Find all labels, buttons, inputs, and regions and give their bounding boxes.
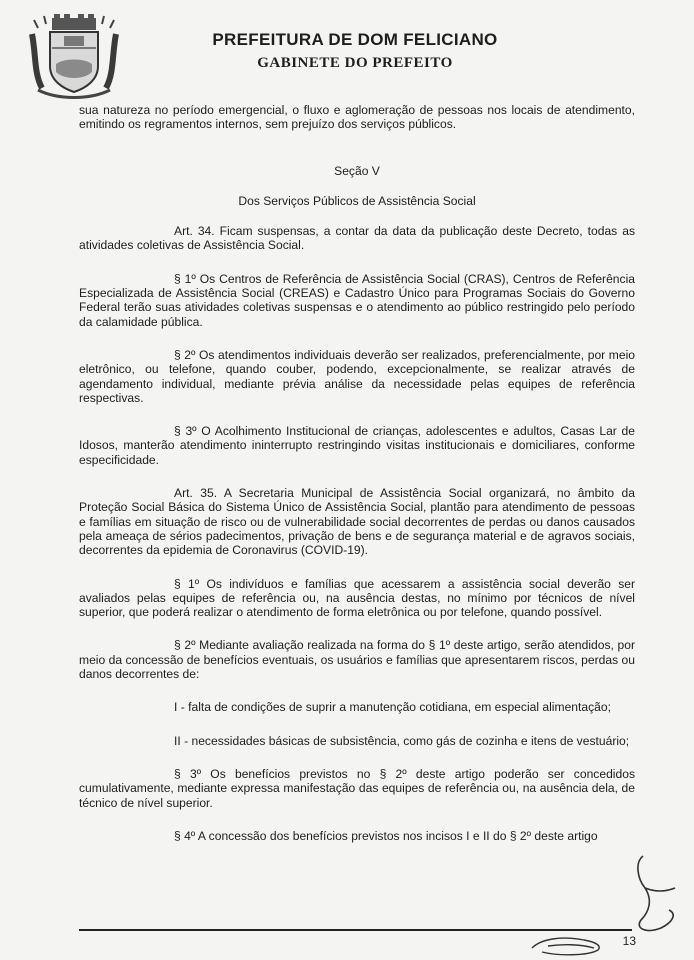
paragraph: Art. 35. A Secretaria Municipal de Assistência Social organizará, no âmbito da Proteção Social Básica do Sistema Único de Assistência Social, plantão para atendimento de pessoas e famílias em situação de risco ou de vulnerabilidade social decorrentes de perdas ou danos causados pela ameaça de sérios padecimentos, privação de bens e de segurança material e de agravos sociais, decorrentes da epidemia de Coronavirus (COVID-19). — [79, 486, 635, 558]
paragraph: § 1º Os Centros de Referência de Assistência Social (CRAS), Centros de Referência Especializada de Assistência Social (CREAS) e Cadastro Único para Programas Sociais do Governo Federal terão suas atividades coletivas suspensas e o atendimento ao público restringido pelo período da calamidade pública. — [79, 271, 635, 329]
paragraph: § 3º O Acolhimento Institucional de crianças, adolescentes e adultos, Casas Lar de Idosos, manterão atendimento ininterrupto restringindo visitas institucionais e domiciliares, conforme especificidade. — [79, 424, 635, 467]
section-title: Dos Serviços Públicos de Assistência Social — [238, 193, 476, 208]
signature-icon — [625, 848, 685, 938]
paragraph: Art. 34. Ficam suspensas, a contar da data da publicação deste Decreto, todas as atividades coletivas de Assistência Social. — [79, 224, 635, 253]
paragraph: § 2º Os atendimentos individuais deverão ser realizados, preferencialmente, por meio eletrônico, ou telefone, quando couber, podendo, excepcionalmente, se realizar através de agendamento individual, mediante prévia análise da necessidade pelas equipes de referência respectivas. — [79, 347, 635, 405]
section-heading: Seção V — [334, 163, 380, 178]
page-number: 13 — [622, 934, 636, 948]
paragraph: § 3º Os benefícios previstos no § 2º deste artigo poderão ser concedidos cumulativamente, mediante expressa manifestação das equipes de referência ou, na ausência dela, de técnico de nível superior. — [79, 766, 635, 810]
header-subtitle: GABINETE DO PREFEITO — [257, 55, 453, 71]
list-item: I - falta de condições de suprir a manutenção cotidiana, em especial alimentação; — [174, 700, 611, 715]
paragraph: § 4º A concessão dos benefícios previstos nos incisos I e II do § 2º deste artigo — [174, 828, 598, 843]
initials-icon — [528, 930, 608, 958]
paragraph: sua natureza no período emergencial, o fluxo e aglomeração de pessoas nos locais de atendimento, emitindo os regramentos internos, sem prejuízo dos serviços públicos. — [79, 103, 635, 132]
paragraph: § 1º Os indivíduos e famílias que acessarem a assistência social deverão ser avaliados pelas equipes de referência ou, na ausência destas, no mínimo por técnicos de nível superior, que poderá realizar o atendimento de forma eletrônica ou por telefone, quando possível. — [79, 576, 635, 620]
document-body — [79, 103, 635, 843]
header-title: PREFEITURA DE DOM FELICIANO — [212, 30, 498, 49]
municipal-coat-of-arms-icon — [28, 14, 120, 102]
paragraph: § 2º Mediante avaliação realizada na forma do § 1º deste artigo, serão atendidos, por meio da concessão de benefícios eventuais, os usuários e famílias que apresentarem riscos, perdas ou danos decorrentes de: — [79, 638, 635, 682]
list-item: II - necessidades básicas de subsistência, como gás de cozinha e itens de vestuário; — [174, 733, 630, 748]
footer-rule — [79, 929, 632, 931]
